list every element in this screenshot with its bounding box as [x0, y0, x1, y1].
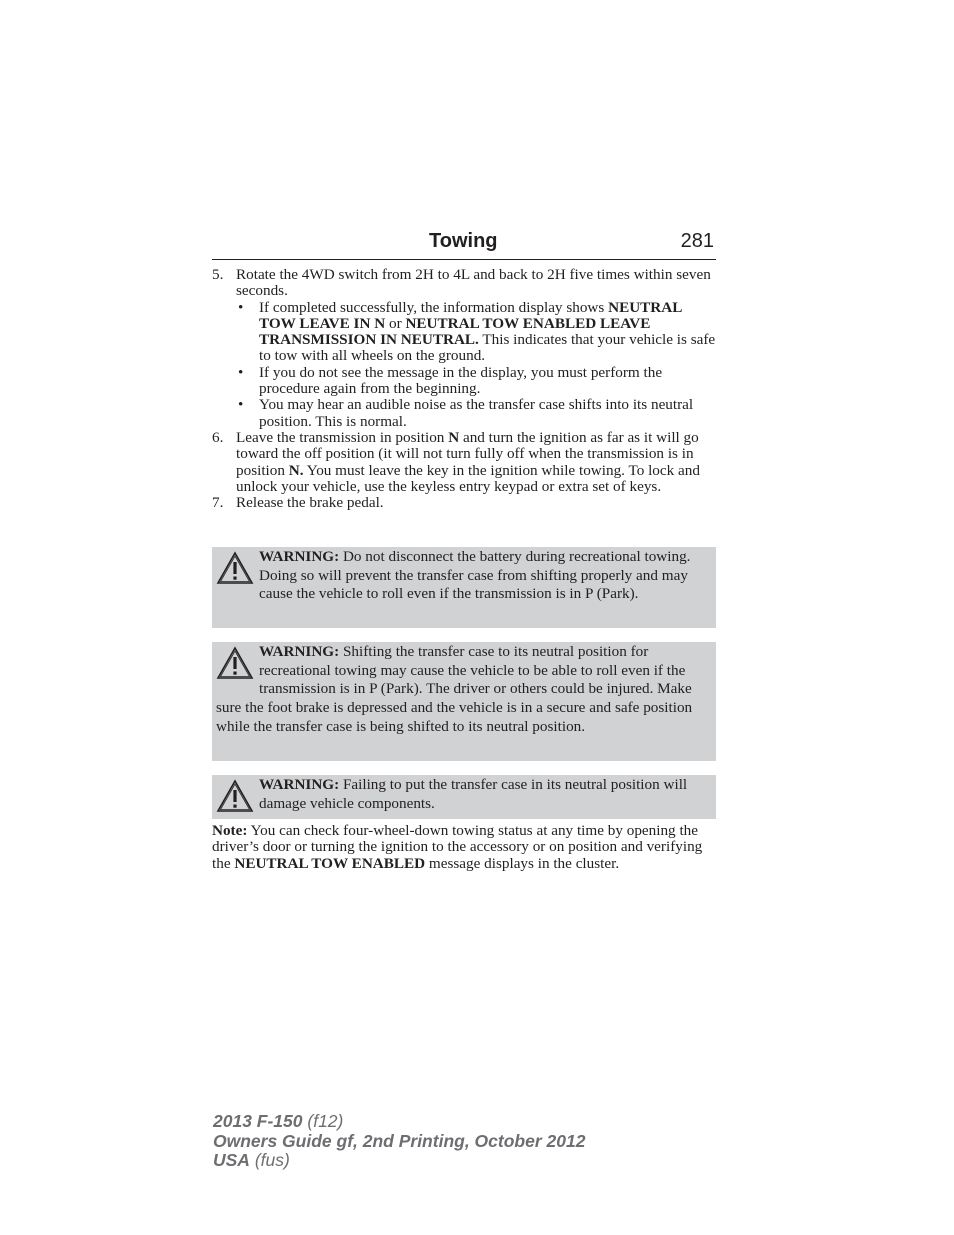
page-footer	[213, 1112, 585, 1171]
step-number: 6.	[212, 428, 224, 446]
section-title: Towing	[429, 230, 498, 252]
warning-text: Failing to put the transfer case in its neutral position will damage vehicle components.	[259, 776, 688, 812]
step-text: Leave the transmission in position	[236, 428, 449, 446]
procedure-steps	[212, 267, 716, 511]
warning-text: Do not disconnect the battery during recreational towing. Doing so will prevent the transfer case from shifting properly and may cause the vehicle to roll even if the transmission is in P (Park).	[259, 548, 691, 603]
step-number: 5.	[212, 266, 224, 283]
bullet: •	[238, 363, 244, 381]
note-text: You can check four-wheel-down towing status at any time by opening the driver’s door or turning the ignition to the accessory or on position and verifying the	[212, 822, 703, 872]
warning-label: WARNING:	[259, 643, 340, 660]
step-text: and turn the ignition as far as it will go toward the off position (it will not turn fully off when the transmission is in position	[236, 428, 699, 479]
bullet-text: You may hear an audible noise as the transfer case shifts into its neutral position. This is normal.	[259, 396, 694, 430]
display-message: NEUTRAL TOW ENABLED	[234, 854, 426, 872]
warning-triangle-icon	[216, 550, 254, 586]
note-label: Note:	[212, 822, 248, 839]
bullet-text: If you do not see the message in the display, you must perform the procedure again from the beginning.	[259, 363, 663, 398]
warning-label: WARNING:	[259, 776, 340, 793]
page-header	[212, 229, 716, 260]
step-5	[212, 267, 716, 430]
note-paragraph	[212, 823, 716, 872]
step-7	[212, 495, 716, 511]
footer-market: USA	[213, 1150, 250, 1170]
warning-label: WARNING:	[259, 548, 340, 565]
list-item	[236, 365, 716, 398]
footer-line-1	[213, 1112, 585, 1132]
note-text: message displays in the cluster.	[425, 854, 620, 872]
footer-line-3	[213, 1151, 585, 1171]
step-number: 7.	[212, 494, 224, 512]
warning-text: Shifting the transfer case to its neutral position for recreational towing may cause the vehicle to be able to roll even if the transmission is in P (Park). The driver or others could be injured. Make sure the foot brake is depressed and the vehicle is in a secure and safe position while the transfer case is being shifted to its neutral position.	[216, 643, 693, 735]
step-text: Release the brake pedal.	[236, 494, 384, 512]
warning-box-1	[212, 547, 716, 628]
step-6	[212, 430, 716, 495]
warning-triangle-icon	[216, 778, 254, 814]
warning-box-3	[212, 775, 716, 819]
display-message: NEUTRAL TOW LEAVE IN N	[259, 298, 682, 332]
step-text: Rotate the 4WD switch from 2H to 4L and back to 2H five times within seven seconds.	[236, 266, 711, 300]
bullet: •	[238, 396, 244, 414]
list-item	[236, 397, 716, 430]
display-message: NEUTRAL TOW ENABLED LEAVE TRANSMISSION IN NEUTRAL.	[259, 314, 651, 349]
warning-box-2	[212, 642, 716, 761]
footer-market-code: (fus)	[249, 1150, 290, 1170]
warning-triangle-icon	[216, 645, 254, 681]
list-item	[236, 300, 716, 365]
footer-code: (f12)	[302, 1111, 344, 1131]
footer-edition: Owners Guide gf, 2nd Printing, October 2012	[213, 1130, 586, 1151]
bullet-text: This indicates that your vehicle is safe to tow with all wheels on the ground.	[259, 331, 716, 365]
footer-line-2	[213, 1132, 585, 1152]
bullet-text: or	[385, 314, 406, 332]
step-text: You must leave the key in the ignition while towing. To lock and unlock your vehicle, use the keyless entry keypad or extra set of keys.	[236, 461, 700, 495]
gear-position: N	[448, 428, 460, 446]
bullet: •	[238, 298, 244, 316]
bullet-list	[236, 300, 716, 430]
page-number: 281	[680, 230, 714, 252]
footer-model: 2013 F-150	[213, 1111, 303, 1131]
gear-position: N.	[288, 461, 304, 479]
bullet-text: If completed successfully, the information display shows	[259, 298, 609, 316]
